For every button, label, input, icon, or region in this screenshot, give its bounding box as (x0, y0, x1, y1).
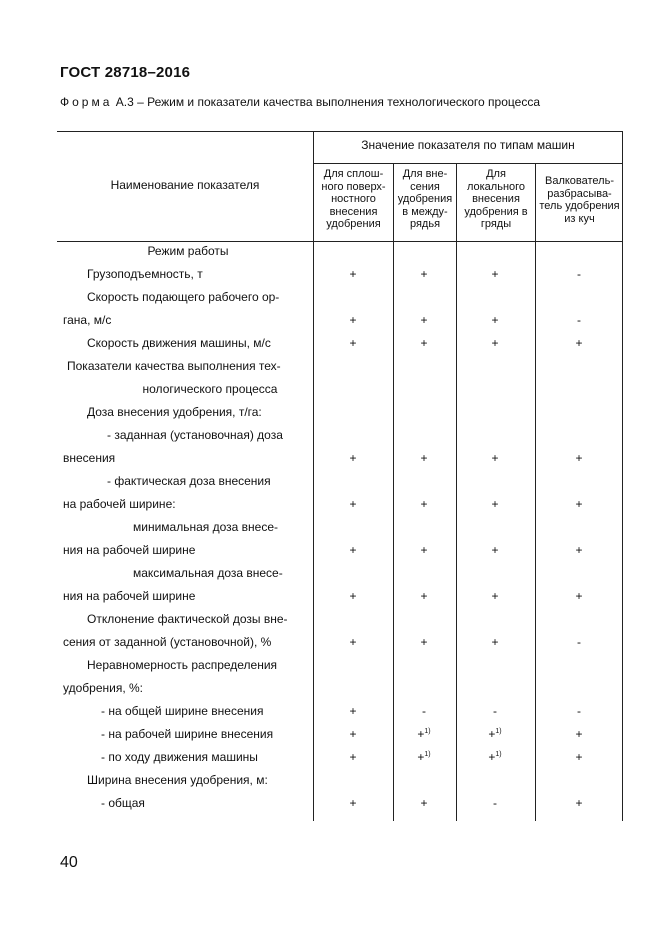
row-value-cell (564, 589, 594, 603)
row-value: + (349, 704, 357, 718)
row-value-cell (338, 727, 368, 741)
row-value-cell (564, 497, 594, 511)
table-right-border (622, 131, 623, 821)
col-divider-2 (393, 163, 394, 821)
row-label: - на общей ширине внесения (101, 704, 264, 718)
row-value: + (488, 750, 496, 764)
machine-header-line: внесения (329, 205, 378, 218)
row-value-cell (564, 451, 594, 465)
table-header-bottom-border (57, 241, 623, 242)
row-value: + (349, 497, 357, 511)
row-value: + (417, 750, 425, 764)
footnote-marker: 1) (424, 751, 431, 758)
row-value: + (349, 727, 357, 741)
row-value: + (349, 336, 357, 350)
row-label: гана, м/с (63, 313, 112, 327)
row-value-cell (480, 497, 510, 511)
row-value-cell (480, 451, 510, 465)
row-value: + (575, 796, 583, 810)
row-value: + (417, 727, 425, 741)
row-value-cell (480, 635, 510, 649)
row-value: + (349, 313, 357, 327)
row-value-cell (409, 313, 439, 327)
machine-header-line: локального (466, 180, 526, 193)
row-value-cell (409, 497, 439, 511)
row-value: + (420, 635, 428, 649)
row-label: нологического процесса (142, 382, 278, 396)
row-value: + (491, 589, 499, 603)
row-value-cell (564, 727, 594, 741)
row-value: + (491, 267, 499, 281)
row-value-cell (338, 589, 368, 603)
row-value: + (420, 267, 428, 281)
machine-header-line: в междy- (402, 205, 448, 218)
machine-header-4 (536, 175, 623, 225)
row-value: + (575, 543, 583, 557)
row-value: + (349, 267, 357, 281)
row-value: + (420, 543, 428, 557)
row-value: + (420, 336, 428, 350)
row-value: - (493, 704, 497, 718)
row-value-cell (480, 589, 510, 603)
row-label: - общая (101, 796, 145, 810)
row-value-cell (338, 750, 368, 764)
table-top-border (57, 131, 623, 132)
row-value-cell (564, 796, 594, 810)
row-value: + (349, 796, 357, 810)
row-value-cell (338, 635, 368, 649)
row-value: - (577, 267, 581, 281)
row-value-cell (564, 336, 594, 350)
row-label: на рабочей ширине: (63, 497, 176, 511)
row-label: ния на рабочей ширине (63, 589, 196, 603)
row-label: Скорость движения машины, м/с (87, 336, 271, 350)
row-value-cell (480, 543, 510, 557)
row-value: + (491, 451, 499, 465)
row-value-cell (338, 704, 368, 718)
row-value-cell (409, 267, 439, 281)
row-value: + (575, 497, 583, 511)
footnote-marker: 1) (495, 728, 502, 735)
row-value-cell (338, 267, 368, 281)
row-label: - на рабочей ширине внесения (101, 727, 274, 741)
row-value-cell (564, 543, 594, 557)
row-label: - фактическая доза внесения (107, 474, 271, 488)
row-label: ния на рабочей ширине (63, 543, 196, 557)
row-value-cell (480, 336, 510, 350)
row-label: Скорость подающего рабочего ор- (87, 290, 280, 304)
machine-header-line: разбрасыва- (547, 187, 612, 200)
row-value: - (577, 313, 581, 327)
row-value: - (577, 635, 581, 649)
row-value: + (420, 313, 428, 327)
column-group-header: Значение показателя по типам машин (361, 138, 575, 152)
row-value-cell (409, 543, 439, 557)
row-label: сения от заданной (установочной), % (63, 635, 272, 649)
group-header-divider (313, 163, 623, 164)
row-label: Показатели качества выполнения тех- (67, 359, 281, 373)
form-caption (60, 95, 540, 109)
machine-header-line: из куч (564, 212, 595, 225)
row-value: + (420, 451, 428, 465)
row-value: + (420, 796, 428, 810)
row-value: - (422, 704, 426, 718)
form-title: А.3 – Режим и показатели качества выполнения технологического процесса (115, 95, 540, 109)
row-value-cell (409, 704, 439, 718)
row-value-cell (338, 451, 368, 465)
row-value: + (349, 451, 357, 465)
row-value-cell (338, 497, 368, 511)
machine-header-3 (457, 168, 535, 231)
machine-header-line: ного поверх- (321, 180, 386, 193)
row-value-cell (480, 704, 510, 718)
machine-header-line: Валкователь- (544, 175, 614, 187)
row-value-cell (338, 543, 368, 557)
row-value-cell (409, 589, 439, 603)
machine-header-line: гряды (480, 218, 512, 230)
row-value-cell (480, 750, 510, 764)
machine-header-line: удобрения (397, 193, 453, 205)
machine-header-line: удобрения в (464, 205, 528, 218)
row-value: + (491, 313, 499, 327)
machine-header-line: Для (486, 168, 506, 180)
row-label: - заданная (установочная) доза (107, 428, 283, 442)
row-value-cell (409, 451, 439, 465)
row-label: Отклонение фактической дозы вне- (87, 612, 288, 626)
row-value: + (349, 589, 357, 603)
row-value-cell (409, 750, 439, 764)
column-header-name: Наименование показателя (110, 178, 260, 192)
footnote-marker: 1) (495, 751, 502, 758)
row-value-cell (480, 727, 510, 741)
indicator-table (57, 131, 623, 821)
page-number: 40 (60, 854, 78, 871)
machine-header-line: тель удобрения (539, 200, 620, 212)
col-divider-3 (456, 163, 457, 821)
row-value-cell (480, 267, 510, 281)
row-label: максимальная доза внесе- (133, 566, 283, 580)
machine-header-1 (314, 168, 393, 231)
row-label: Режим работы (147, 244, 229, 258)
row-label: удобрения, %: (63, 681, 143, 695)
row-label: Неравномерность распределения (87, 658, 278, 672)
machine-header-line: удобрения (326, 218, 381, 230)
document-code: ГОСТ 28718–2016 (60, 64, 191, 81)
row-value-cell (564, 704, 594, 718)
row-value: + (349, 635, 357, 649)
machine-header-line: Для вне- (402, 168, 448, 180)
footnote-marker: 1) (424, 728, 431, 735)
row-value-cell (338, 796, 368, 810)
row-value-cell (564, 750, 594, 764)
row-value-cell (564, 267, 594, 281)
row-value: + (575, 727, 583, 741)
row-value: - (577, 704, 581, 718)
row-value: - (493, 796, 497, 810)
form-word: Форма (60, 95, 113, 109)
col-divider-4 (535, 163, 536, 821)
row-value: + (491, 635, 499, 649)
machine-header-line: рядья (409, 218, 441, 230)
row-label: Ширина внесения удобрения, м: (87, 773, 268, 787)
row-label: минимальная доза внесе- (133, 520, 278, 534)
machine-header-line: ностного (331, 193, 376, 205)
machine-header-2 (394, 168, 456, 231)
row-value-cell (409, 727, 439, 741)
row-value: + (491, 497, 499, 511)
row-value-cell (564, 635, 594, 649)
machine-header-line: сения (410, 180, 440, 193)
row-value: + (420, 589, 428, 603)
row-value-cell (409, 796, 439, 810)
row-value-cell (480, 796, 510, 810)
row-value-cell (338, 336, 368, 350)
row-label: - по ходу движения машины (101, 750, 258, 764)
row-value-cell (564, 313, 594, 327)
row-value-cell (409, 336, 439, 350)
row-label: внесения (63, 451, 116, 465)
row-value-cell (409, 635, 439, 649)
machine-header-line: Для сплош- (323, 168, 384, 180)
row-value-cell (338, 313, 368, 327)
row-value: + (575, 589, 583, 603)
row-value: + (575, 451, 583, 465)
row-label: Доза внесения удобрения, т/га: (87, 405, 262, 419)
row-label: Грузоподъемность, т (87, 267, 203, 281)
row-value: + (491, 336, 499, 350)
row-value: + (575, 336, 583, 350)
row-value: + (349, 750, 357, 764)
row-value: + (491, 543, 499, 557)
row-value: + (349, 543, 357, 557)
row-value: + (575, 750, 583, 764)
row-value: + (488, 727, 496, 741)
machine-header-line: внесения (472, 193, 520, 205)
row-value: + (420, 497, 428, 511)
row-value-cell (480, 313, 510, 327)
